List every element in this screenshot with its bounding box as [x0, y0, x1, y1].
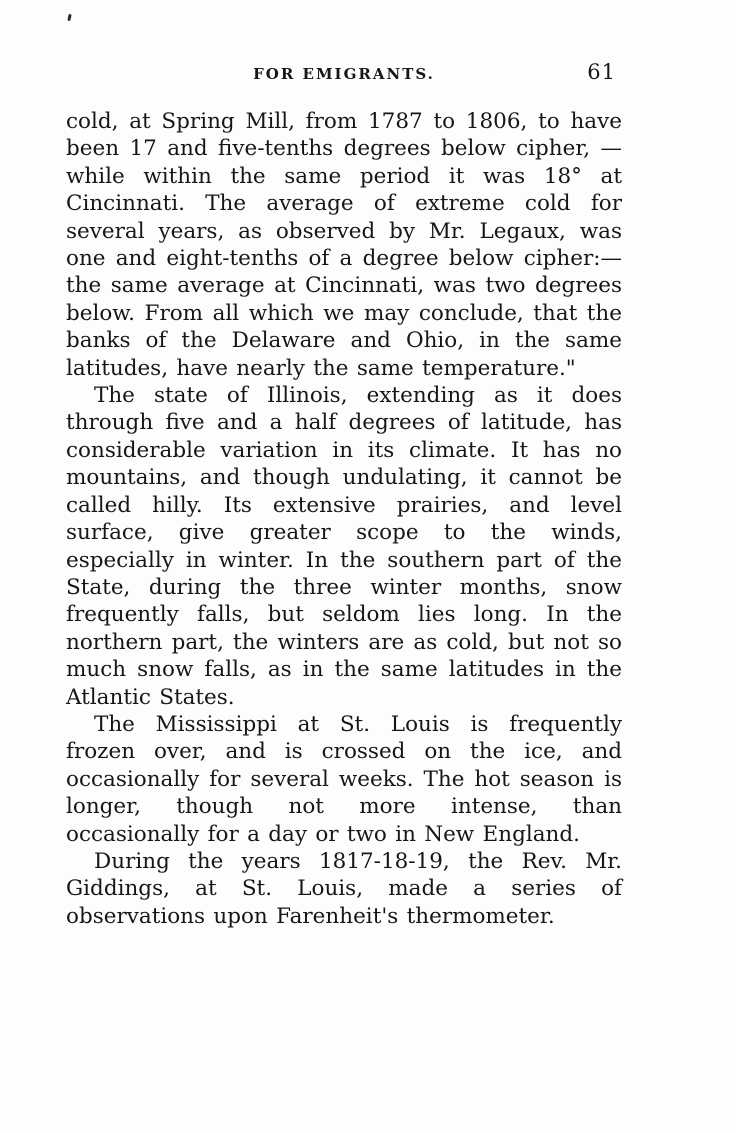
page-header — [66, 60, 622, 90]
scan-artifact — [67, 14, 71, 21]
paragraph-2: The state of Illinois, extending as it does through five and a half degrees of latitude, has considerable variation in its climate. It has no mountains, and though undulating, it cannot be called hilly. Its extensive prairies, and level surface, give greater scope to the winds, especially in winter. In the southern part of the State, during the three winter months, snow frequently falls, but seldom lies long. In the northern part, the winters are as cold, but not so much snow falls, as in the same latitudes in the Atlantic States. — [66, 383, 622, 710]
running-title: FOR EMIGRANTS. — [253, 65, 435, 83]
page-number: 61 — [587, 60, 616, 84]
body-text — [66, 108, 622, 930]
paragraph-1: cold, at Spring Mill, from 1787 to 1806, to have been 17 and five-tenths degrees below cipher, —while within the same period it was 18° at Cincinnati. The average of extreme cold for several years, as observed by Mr. Legaux, was one and eight-tenths of a degree below cipher:—the same average at Cincinnati, was two degrees below. From all which we may conclude, that the banks of the Delaware and Ohio, in the same latitudes, have nearly the same temperature." — [66, 109, 622, 381]
paragraph-4: During the years 1817-18-19, the Rev. Mr. Giddings, at St. Louis, made a series of observations upon Farenheit's thermometer. — [66, 848, 622, 929]
paragraph-3: The Mississippi at St. Louis is frequently frozen over, and is crossed on the ice, and occasionally for several weeks. The hot season is longer, though not more intense, than occasionally for a day or two in New England. — [66, 711, 622, 847]
